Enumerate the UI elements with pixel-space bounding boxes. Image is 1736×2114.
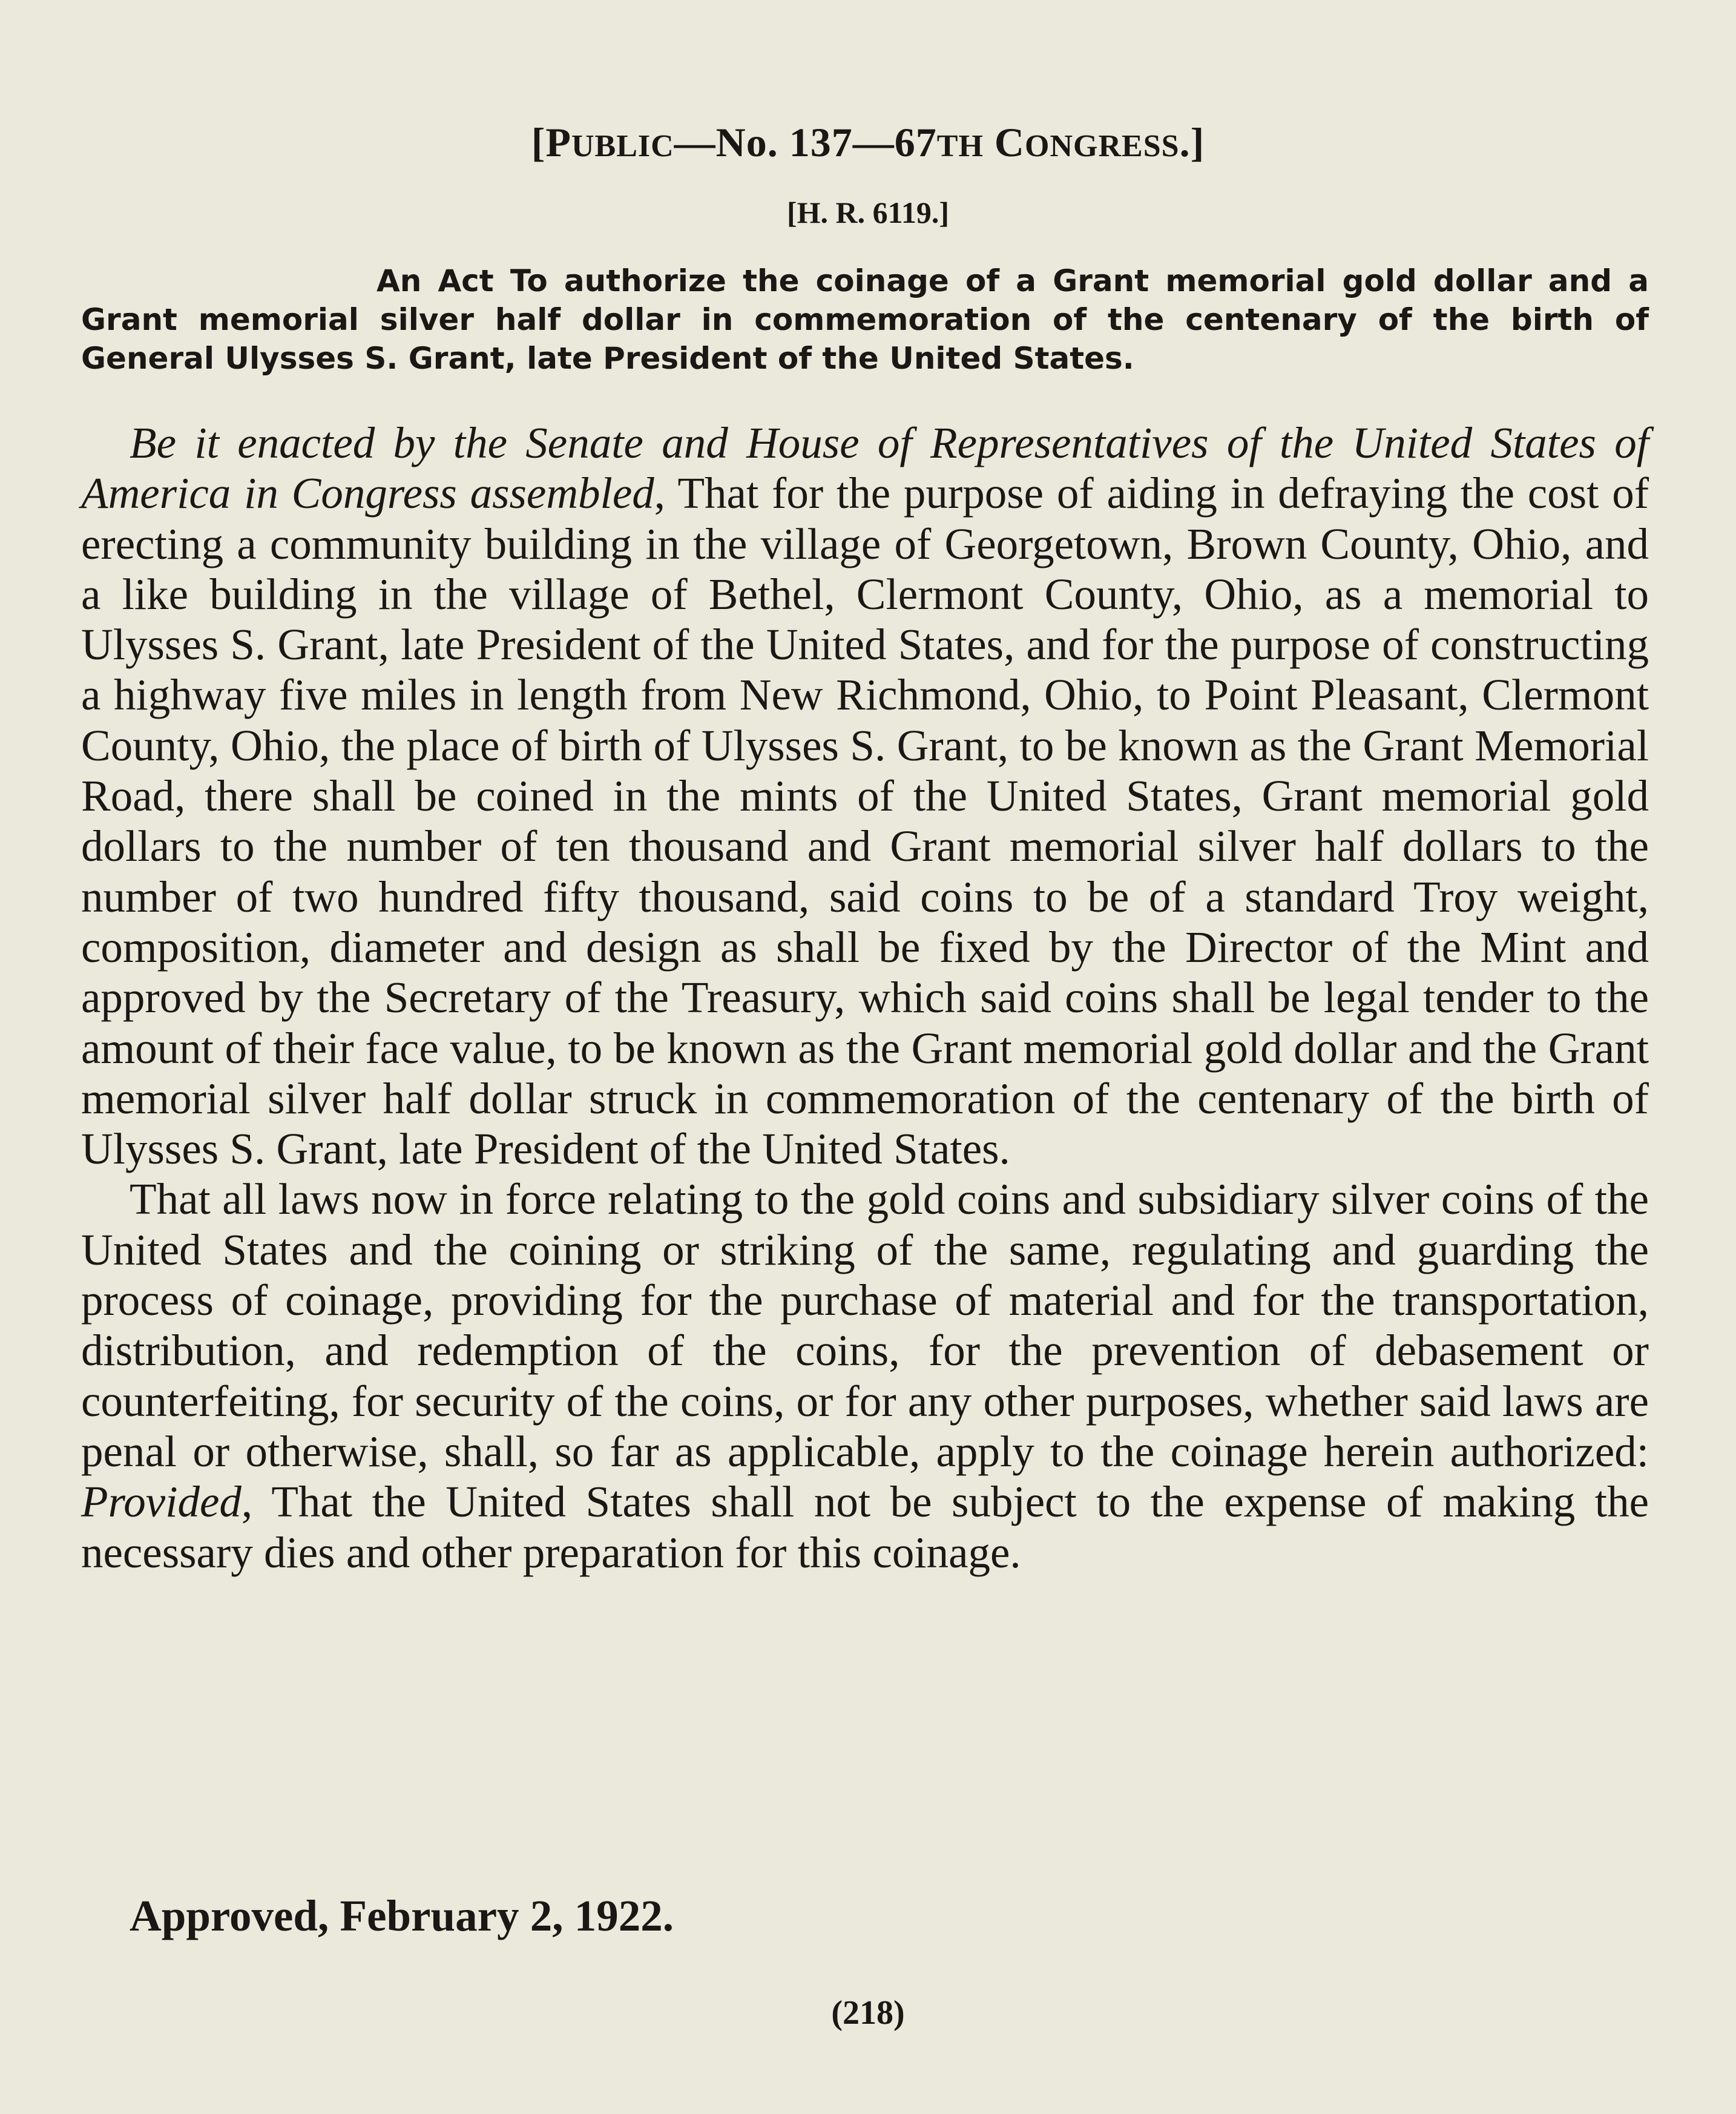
heading-c: C: [983, 119, 1025, 165]
paragraph-one-text: , That for the purpose of aiding in defraying the cost of erecting a community building in the village of Georgetown, Brown County, Ohio, and a like building in the village of Bethel, Clermont County, Ohio, as a memorial to Ulysses S. Grant, late President of the United States, and for the purpose of constructing a highway five miles in length from New Richmond, Ohio, to Point Pleasant, Clermont County, Ohio, the place of birth of Ulysses S. Grant, to be known as the Grant Memorial Road, there shall be coined in the mints of the United States, Grant memorial gold dollars to the number of ten thousand and Grant memorial silver half dollars to the number of two hundred fifty thousand, said coins to be of a standard Troy weight, composition, diameter and design as shall be fixed by the Director of the Mint and approved by the Secretary of the Treasury, which said coins shall be legal tender to the amount of their face value, to be known as the Grant memorial gold dollar and the Grant memorial silver half dollar struck in commemoration of the centenary of the birth of Ulysses S. Grant, late President of the United States.: [81, 469, 1649, 1174]
paragraph-two-end: , That the United States shall not be subject to the expense of making the necessary dies and other preparation for this coinage.: [81, 1477, 1649, 1577]
heading-close: .]: [1179, 119, 1205, 165]
heading-congress: ONGRESS: [1025, 129, 1180, 163]
heading-number: —No. 137—67: [674, 119, 937, 165]
heading-th: TH: [936, 129, 984, 163]
public-law-heading: [0, 115, 1736, 174]
proviso-word: Provided: [81, 1477, 242, 1527]
act-title: An Act To authorize the coinage of a Grant memorial gold dollar and a Grant memorial silver half dollar in commemoration of the centenary of the birth of General Ulysses S. Grant, late President of the United States.: [81, 263, 1649, 376]
act-body: [81, 418, 1649, 1578]
page-number: (218): [831, 1994, 905, 2032]
paragraph-two-text: That all laws now in force relating to the gold coins and subsidiary silver coins of the United States and the coining or striking of the same, regulating and guarding the process of coinage, providing for the purchase of material and for the transportation, distribution, and redemption of the coins, for the prevention of debasement or counterfeiting, for security of the coins, or for any other purposes, whether said laws are penal or otherwise, shall, so far as applicable, apply to the coinage herein authorized:: [81, 1174, 1649, 1476]
laws-paragraph: [81, 1174, 1649, 1577]
approval-date: Approved, February 2, 1922.: [130, 1891, 674, 1940]
heading-public: UBLIC: [571, 129, 674, 163]
enacting-paragraph: [81, 418, 1649, 1174]
bill-number: [H. R. 6119.]: [786, 196, 950, 229]
heading-bracket-p: [P: [531, 119, 571, 165]
enacting-clause: Be it enacted by the Senate and House of Representatives of the United States of America in Congress assembled: [81, 418, 1649, 518]
